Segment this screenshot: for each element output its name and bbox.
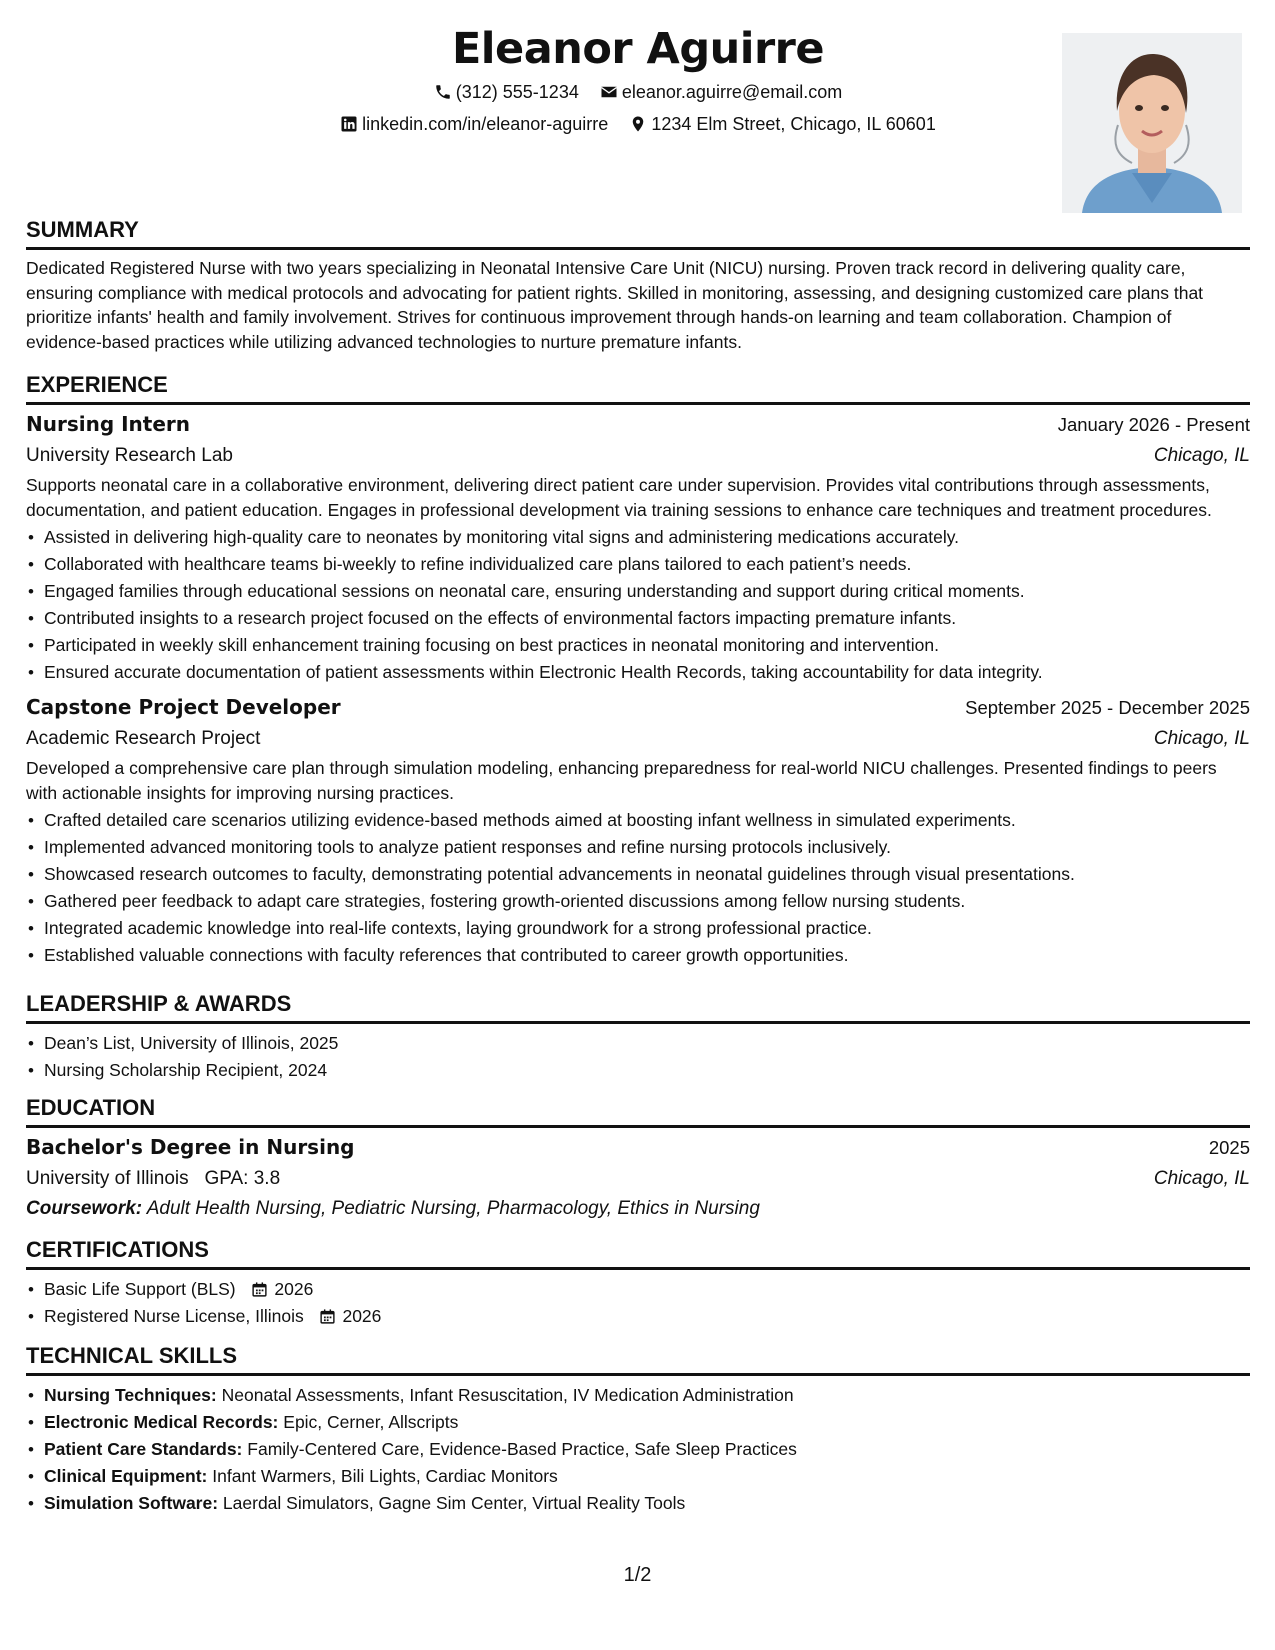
summary-heading: SUMMARY	[26, 216, 1250, 250]
job-description: Developed a comprehensive care plan through simulation modeling, enhancing preparedness for real-world NICU challenges. Presented findings to peers with actionable insights for improving nursing practices.	[26, 758, 1217, 803]
list-item	[44, 1303, 1250, 1330]
list-item: • Collaborated with healthcare teams bi-weekly to refine individualized care plans tailored to each patient’s needs.	[44, 551, 1250, 578]
summary-text: Dedicated Registered Nurse with two years specializing in Neonatal Intensive Care Unit (NICU) nursing. Proven track record in delivering quality care, ensuring compliance with medical protocols and advocating for patient rights. Skilled in monitoring, assessing, and designing customized care plans that prioritize infants' health and family involvement. Strives for continuous improvement through hands-on learning and team collaboration. Champion of evidence-based practices while utilizing advanced technologies to nurture premature infants.	[26, 258, 1204, 352]
email-text: eleanor.aguirre@email.com	[621, 82, 843, 102]
list-item: • Gathered peer feedback to adapt care strategies, fostering growth-oriented discussions among fellow nursing students.	[44, 888, 1250, 915]
summary-section	[26, 216, 1250, 354]
list-item: • Ensured accurate documentation of patient assessments within Electronic Health Records, taking accountability for data integrity.	[44, 659, 1250, 686]
skill-category: Patient Care Standards:	[44, 1439, 243, 1459]
skills-heading: TECHNICAL SKILLS	[26, 1342, 1250, 1376]
contact-email[interactable]	[600, 80, 842, 104]
job-title: Nursing Intern	[26, 412, 191, 436]
gpa: GPA: 3.8	[204, 1168, 281, 1189]
leadership-heading: LEADERSHIP & AWARDS	[26, 990, 1250, 1024]
candidate-name: Eleanor Aguirre	[451, 24, 825, 74]
leadership-list	[26, 1030, 1250, 1084]
certification-year: 2026	[274, 1279, 314, 1299]
job-organization: University Research Lab	[26, 445, 233, 466]
skill-category: Clinical Equipment:	[44, 1466, 208, 1486]
phone-icon	[434, 83, 452, 101]
skill-values: Infant Warmers, Bili Lights, Cardiac Monitors	[212, 1466, 558, 1486]
job-date: January 2026 - Present	[1057, 414, 1250, 435]
calendar-icon	[251, 1281, 268, 1298]
list-item: • Participated in weekly skill enhancement training focusing on best practices in neonatal monitoring and intervention.	[44, 632, 1250, 659]
leadership-section	[26, 990, 1250, 1084]
job-date: September 2025 - December 2025	[965, 697, 1250, 718]
resume-page	[26, 0, 1250, 1513]
skill-values: Epic, Cerner, Allscripts	[283, 1412, 459, 1432]
skill-values: Neonatal Assessments, Infant Resuscitation, IV Medication Administration	[221, 1385, 794, 1405]
skill-category: Nursing Techniques:	[44, 1385, 217, 1405]
envelope-icon	[600, 83, 618, 101]
list-item	[44, 1409, 1250, 1436]
school-line	[26, 1163, 280, 1194]
list-item: • Established valuable connections with faculty references that contributed to career growth opportunities.	[44, 942, 1250, 969]
certifications-list	[26, 1276, 1250, 1330]
skill-values: Laerdal Simulators, Gagne Sim Center, Virtual Reality Tools	[222, 1493, 686, 1513]
skill-category: Electronic Medical Records:	[44, 1412, 279, 1432]
linkedin-icon	[340, 115, 358, 133]
list-item: • Implemented advanced monitoring tools to analyze patient responses and refine nursing protocols inclusively.	[44, 834, 1250, 861]
experience-section	[26, 371, 1250, 969]
contact-linkedin[interactable]	[340, 112, 608, 136]
list-item: • Integrated academic knowledge into real-life contexts, laying groundwork for a strong professional practice.	[44, 915, 1250, 942]
coursework-list: Adult Health Nursing, Pediatric Nursing, Pharmacology, Ethics in Nursing	[146, 1198, 760, 1219]
calendar-icon	[319, 1308, 336, 1325]
school-name: University of Illinois	[26, 1168, 189, 1189]
phone-text: (312) 555-1234	[455, 82, 579, 102]
certifications-heading: CERTIFICATIONS	[26, 1236, 1250, 1270]
profile-photo-illustration	[1062, 33, 1242, 213]
certification-name: Basic Life Support (BLS)	[44, 1279, 236, 1299]
job-organization: Academic Research Project	[26, 728, 261, 749]
job-location: Chicago, IL	[1153, 728, 1250, 749]
list-item	[44, 1436, 1250, 1463]
school-location: Chicago, IL	[1153, 1168, 1250, 1189]
job-location: Chicago, IL	[1153, 445, 1250, 466]
coursework-label: Coursework:	[26, 1198, 143, 1219]
profile-photo	[1062, 33, 1242, 213]
list-item: • Engaged families through educational sessions on neonatal care, ensuring understanding and support during critical moments.	[44, 578, 1250, 605]
list-item: • Nursing Scholarship Recipient, 2024	[44, 1057, 1250, 1084]
resume-header	[26, 0, 1250, 220]
contact-phone	[434, 80, 579, 104]
linkedin-text: linkedin.com/in/eleanor-aguirre	[362, 114, 609, 134]
job-entry	[26, 409, 1250, 686]
education-heading: EDUCATION	[26, 1094, 1250, 1128]
certification-name: Registered Nurse License, Illinois	[44, 1306, 304, 1326]
list-item	[44, 1276, 1250, 1303]
certification-year: 2026	[342, 1306, 382, 1326]
job-description: Supports neonatal care in a collaborative environment, delivering direct patient care under supervision. Provides vital contributions through assessments, documentation, and patient education. Engages in professional development via training sessions to enhance care techniques and treatment procedures.	[26, 475, 1212, 520]
list-item: • Showcased research outcomes to faculty, demonstrating potential advancements in neonatal guidelines through visual presentations.	[44, 861, 1250, 888]
job-entry	[26, 692, 1250, 969]
list-item	[44, 1463, 1250, 1490]
list-item	[44, 1382, 1250, 1409]
page-number: 1/2	[623, 1564, 652, 1586]
list-item: • Crafted detailed care scenarios utilizing evidence-based methods aimed at boosting infant wellness in simulated experiments.	[44, 807, 1250, 834]
skill-values: Family-Centered Care, Evidence-Based Practice, Safe Sleep Practices	[247, 1439, 797, 1459]
certifications-section	[26, 1236, 1250, 1330]
coursework	[26, 1194, 1250, 1224]
education-section	[26, 1094, 1250, 1224]
job-bullets	[26, 807, 1250, 969]
address-text: 1234 Elm Street, Chicago, IL 60601	[651, 114, 936, 134]
list-item: • Dean’s List, University of Illinois, 2025	[44, 1030, 1250, 1057]
skill-category: Simulation Software:	[44, 1493, 219, 1513]
job-bullets	[26, 524, 1250, 686]
list-item	[44, 1490, 1250, 1517]
contact-address	[629, 112, 936, 136]
degree-title: Bachelor's Degree in Nursing	[26, 1135, 355, 1159]
map-pin-icon	[629, 115, 647, 133]
list-item: • Assisted in delivering high-quality care to neonates by monitoring vital signs and administering medications accurately.	[44, 524, 1250, 551]
experience-heading: EXPERIENCE	[26, 371, 1250, 405]
list-item: • Contributed insights to a research project focused on the effects of environmental factors impacting premature infants.	[44, 605, 1250, 632]
skills-list	[26, 1382, 1250, 1517]
job-title: Capstone Project Developer	[26, 695, 341, 719]
skills-section	[26, 1342, 1250, 1517]
graduation-year: 2025	[1208, 1137, 1250, 1158]
